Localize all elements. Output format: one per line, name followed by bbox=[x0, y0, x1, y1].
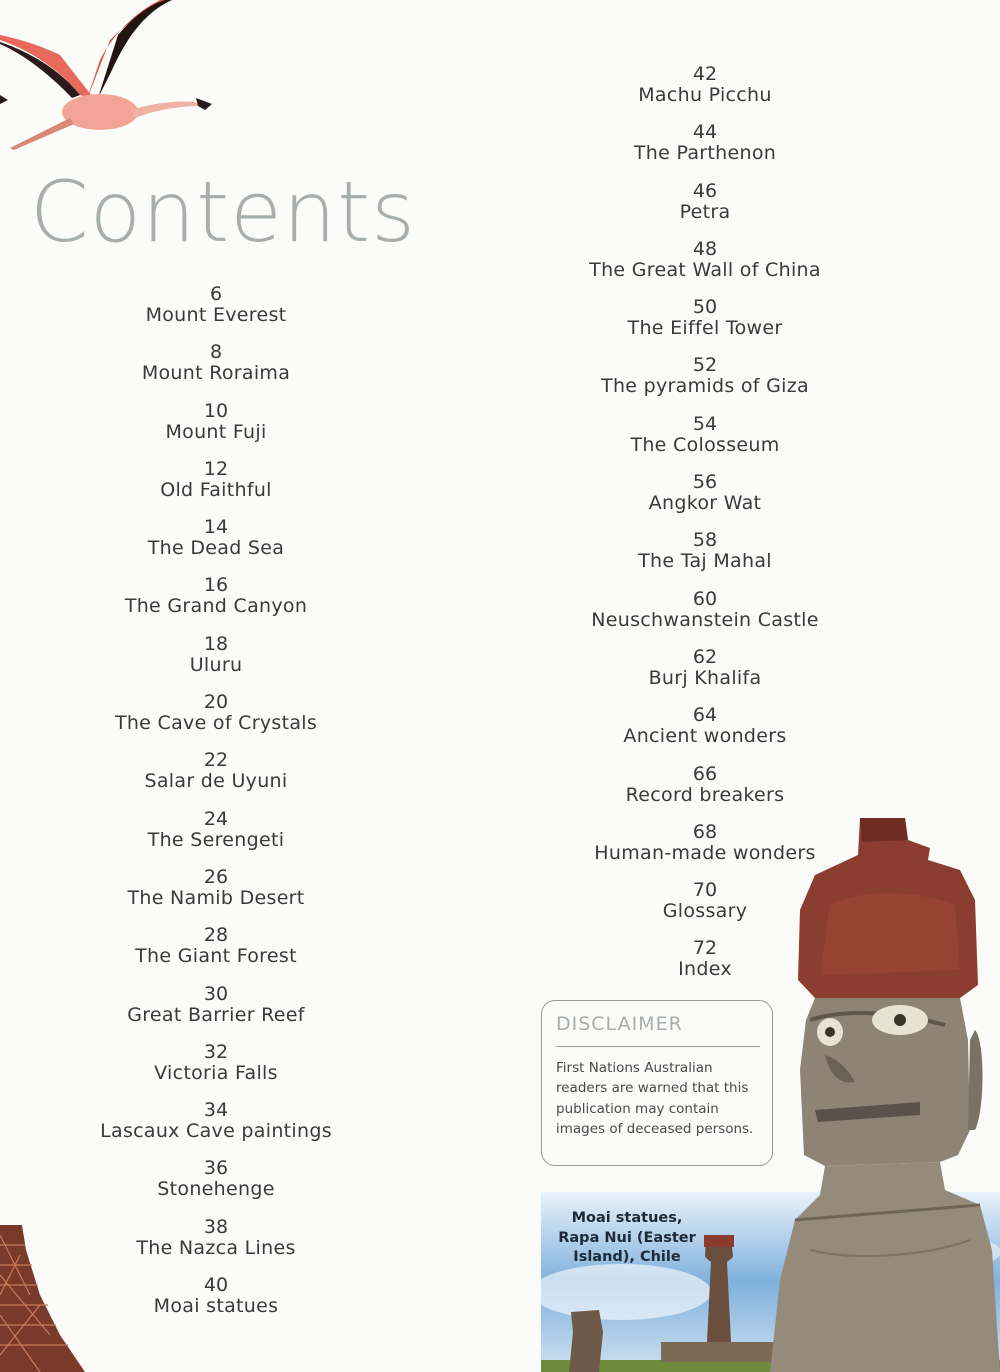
toc-entry[interactable] bbox=[36, 750, 396, 808]
toc-entry-title: Ancient wonders bbox=[623, 725, 787, 748]
toc-page-number: 48 bbox=[692, 237, 718, 260]
disclaimer-heading: DISCLAIMER bbox=[556, 1013, 683, 1035]
toc-page-number: 36 bbox=[203, 1157, 229, 1180]
disclaimer-line: images of deceased persons. bbox=[556, 1120, 754, 1137]
toc-entry[interactable] bbox=[36, 809, 396, 867]
toc-entry[interactable] bbox=[36, 1275, 396, 1333]
toc-entry[interactable] bbox=[36, 1217, 396, 1275]
toc-entry-title: The Taj Mahal bbox=[638, 550, 772, 573]
toc-entry[interactable] bbox=[36, 284, 396, 342]
toc-page-number: 10 bbox=[203, 399, 229, 422]
disclaimer-line: readers are warned that this bbox=[556, 1080, 749, 1097]
toc-page-number: 16 bbox=[203, 574, 229, 597]
toc-entry[interactable] bbox=[525, 239, 885, 297]
toc-entry[interactable] bbox=[36, 401, 396, 459]
toc-entry-title: Stonehenge bbox=[157, 1178, 275, 1201]
toc-page-number: 38 bbox=[203, 1215, 229, 1238]
toc-entry-title: The pyramids of Giza bbox=[601, 375, 809, 398]
toc-entry-title: Index bbox=[678, 958, 732, 981]
toc-page-number: 44 bbox=[692, 121, 718, 144]
toc-entry-title: Burj Khalifa bbox=[648, 666, 762, 689]
toc-entry-title: Uluru bbox=[189, 653, 243, 676]
toc-entry-title: The Serengeti bbox=[147, 828, 285, 851]
toc-entry[interactable] bbox=[525, 297, 885, 355]
toc-page-number: 30 bbox=[203, 982, 229, 1005]
toc-page-number: 70 bbox=[692, 879, 718, 902]
toc-entry-title: Victoria Falls bbox=[154, 1061, 278, 1084]
toc-entry[interactable] bbox=[36, 1042, 396, 1100]
toc-entry[interactable] bbox=[36, 1100, 396, 1158]
toc-entry-title: Mount Everest bbox=[145, 304, 287, 326]
toc-entry[interactable] bbox=[36, 692, 396, 750]
toc-page-number: 26 bbox=[203, 865, 229, 888]
toc-entry[interactable] bbox=[525, 589, 885, 647]
toc-entry-title: Lascaux Cave paintings bbox=[100, 1120, 332, 1143]
toc-page-number: 32 bbox=[203, 1040, 229, 1063]
toc-entry[interactable] bbox=[525, 530, 885, 588]
toc-entry[interactable] bbox=[525, 355, 885, 413]
disclaimer-box bbox=[541, 1000, 773, 1166]
toc-page-number: 12 bbox=[203, 457, 229, 480]
toc-entry-title: The Colosseum bbox=[630, 433, 780, 456]
toc-entry-title: Machu Picchu bbox=[638, 84, 772, 106]
toc-entry[interactable] bbox=[525, 181, 885, 239]
toc-entry[interactable] bbox=[36, 459, 396, 517]
moai-statue-image bbox=[770, 810, 1000, 1372]
toc-entry[interactable] bbox=[36, 925, 396, 983]
disclaimer-text bbox=[556, 1058, 768, 1139]
toc-entry[interactable] bbox=[525, 414, 885, 472]
toc-entry[interactable] bbox=[36, 575, 396, 633]
toc-page-number: 34 bbox=[203, 1099, 229, 1122]
toc-page-number: 14 bbox=[203, 516, 229, 539]
toc-entry-title: Petra bbox=[679, 200, 731, 223]
disclaimer-divider bbox=[556, 1046, 760, 1047]
toc-entry[interactable] bbox=[525, 472, 885, 530]
toc-left-column bbox=[36, 284, 396, 1333]
toc-page-number: 58 bbox=[692, 529, 718, 552]
toc-page-number: 68 bbox=[692, 820, 718, 843]
disclaimer-line: First Nations Australian bbox=[556, 1060, 713, 1076]
toc-page-number: 24 bbox=[203, 807, 229, 830]
toc-entry-title: The Namib Desert bbox=[127, 886, 305, 909]
toc-entry[interactable] bbox=[525, 122, 885, 180]
toc-entry-title: Human-made wonders bbox=[594, 841, 816, 864]
toc-page-number: 60 bbox=[692, 587, 718, 610]
toc-page-number: 6 bbox=[209, 283, 223, 305]
toc-entry-title: Angkor Wat bbox=[648, 492, 762, 515]
toc-page-number: 62 bbox=[692, 645, 718, 668]
toc-page-number: 64 bbox=[692, 704, 718, 727]
eiffel-tower-image bbox=[0, 1225, 85, 1372]
toc-entry[interactable] bbox=[36, 517, 396, 575]
toc-entry-title: Mount Fuji bbox=[165, 420, 267, 443]
flamingo-image bbox=[0, 0, 220, 160]
toc-entry[interactable] bbox=[525, 705, 885, 763]
toc-entry-title: Moai statues bbox=[153, 1295, 279, 1318]
toc-entry-title: Neuschwanstein Castle bbox=[591, 608, 819, 631]
photo-caption bbox=[552, 1209, 702, 1268]
toc-entry[interactable] bbox=[36, 342, 396, 400]
disclaimer-line: publication may contain bbox=[556, 1100, 719, 1117]
toc-entry-title: The Dead Sea bbox=[147, 537, 285, 560]
toc-page-number: 18 bbox=[203, 632, 229, 655]
toc-page-number: 22 bbox=[203, 749, 229, 772]
toc-entry[interactable] bbox=[525, 64, 885, 122]
toc-entry-title: Record breakers bbox=[625, 783, 785, 806]
toc-entry-title: The Parthenon bbox=[633, 142, 777, 165]
toc-page-number: 46 bbox=[692, 179, 718, 202]
toc-entry[interactable] bbox=[36, 867, 396, 925]
toc-page-number: 66 bbox=[692, 762, 718, 785]
toc-entry-title: The Eiffel Tower bbox=[627, 317, 783, 340]
toc-entry-title: Old Faithful bbox=[160, 478, 272, 501]
caption-line: Island), Chile bbox=[573, 1249, 681, 1265]
toc-entry[interactable] bbox=[36, 984, 396, 1042]
page-title: Contents bbox=[30, 163, 416, 261]
toc-entry[interactable] bbox=[36, 1158, 396, 1216]
toc-page-number: 72 bbox=[692, 937, 718, 960]
caption-line: Moai statues, bbox=[571, 1210, 683, 1226]
toc-entry-title: Salar de Uyuni bbox=[144, 770, 288, 793]
toc-page-number: 56 bbox=[692, 471, 718, 494]
toc-entry-title: Great Barrier Reef bbox=[127, 1003, 305, 1026]
toc-entry[interactable] bbox=[36, 634, 396, 692]
toc-page-number: 50 bbox=[692, 296, 718, 319]
toc-entry-title: The Giant Forest bbox=[135, 945, 297, 968]
toc-page-number: 52 bbox=[692, 354, 718, 377]
toc-entry[interactable] bbox=[525, 647, 885, 705]
toc-page-number: 40 bbox=[203, 1274, 229, 1297]
caption-line: Rapa Nui (Easter bbox=[558, 1229, 696, 1246]
toc-entry-title: The Grand Canyon bbox=[124, 595, 308, 618]
toc-page-number: 54 bbox=[692, 412, 718, 435]
toc-entry-title: Glossary bbox=[662, 900, 748, 923]
toc-entry-title: Mount Roraima bbox=[141, 362, 291, 385]
toc-page-number: 20 bbox=[203, 691, 229, 714]
toc-entry-title: The Nazca Lines bbox=[136, 1236, 296, 1259]
toc-entry-title: The Great Wall of China bbox=[589, 258, 821, 281]
toc-entry-title: The Cave of Crystals bbox=[114, 712, 318, 735]
toc-page-number: 42 bbox=[692, 63, 718, 85]
toc-page-number: 28 bbox=[203, 924, 229, 947]
toc-page-number: 8 bbox=[209, 341, 223, 364]
